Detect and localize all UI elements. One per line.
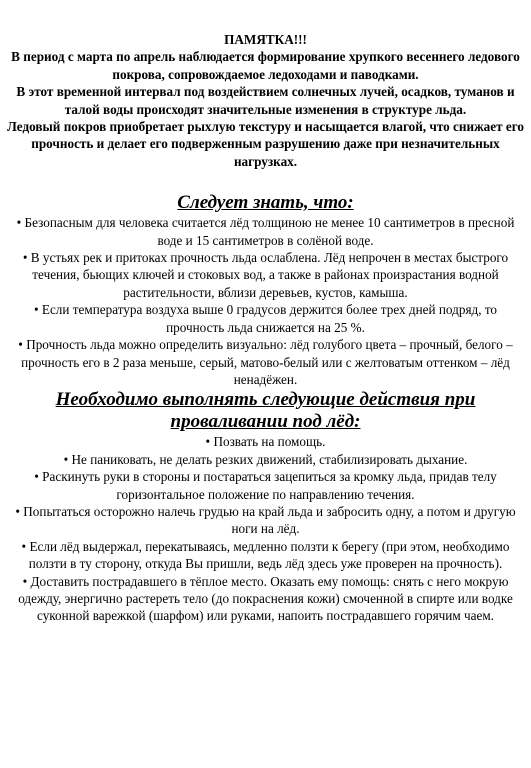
list-item: • Если лёд выдержал, перекатываясь, медленно ползти к берегу (при этом, необходимо ползти в ту сторону, откуда Вы пришли, ведь лёд здесь уже проверен на прочность). — [21, 538, 510, 572]
intro-paragraph: Ледовый покров приобретает рыхлую текстуру и насыщается влагой, что снижает его прочность и делает его подверженным разрушению даже при незначительных нагрузках. — [7, 119, 524, 169]
intro-block — [6, 31, 525, 170]
list-item: • Безопасным для человека считается лёд толщиною не менее 10 сантиметров в пресной воде и 15 сантиметров в солёной воде. — [16, 215, 515, 248]
list-item: • Если температура воздуха выше 0 градусов держится более трех дней подряд, то прочность льда снижается на 25 %. — [33, 302, 498, 335]
list-item: • Раскинуть руки в стороны и постараться зацепиться за кромку льда, придав телу горизонтальное положение по направлению течения. — [34, 469, 497, 502]
know-list — [8, 214, 523, 388]
memo-title: ПАМЯТКА!!! — [224, 32, 307, 47]
list-item: • Позвать на помощь. — [205, 434, 326, 450]
section-heading-line: проваливании под лёд: — [170, 411, 361, 433]
section-heading-know: Следует знать, что: — [177, 192, 354, 214]
section-heading-line: Необходимо выполнять следующие действия при — [55, 389, 476, 411]
list-item: • Не паниковать, не делать резких движений, стабилизировать дыхание. — [63, 451, 468, 467]
list-item: • В устьях рек и притоках прочность льда ослаблена. Лёд непрочен в местах быстрого течения, бьющих ключей и стоковых вод, а также в районах произрастания водной растительности, вблизи деревьев, кустов, камыша. — [22, 250, 509, 300]
section-heading-actions — [0, 389, 531, 433]
list-item: • Доставить пострадавшего в тёплое место. Оказать ему помощь: снять с него мокрую одежду, энергично растереть тело (до покраснения кожи) смоченной в спирте или водке суконной варежкой (шарфом) или руками, напоить пострадавшего горячим чаем. — [18, 573, 513, 624]
list-item: • Попытаться осторожно налечь грудью на край льда и забросить одну, а потом и другую ноги на лёд. — [15, 503, 516, 537]
list-item: • Прочность льда можно определить визуально: лёд голубого цвета – прочный, белого – прочность его в 2 раза меньше, серый, матово-белый или с желтоватым оттенком – лёд ненадёжен. — [18, 337, 513, 387]
actions-list — [8, 433, 523, 624]
intro-paragraph: В период с марта по апрель наблюдается формирование хрупкого весеннего ледового покрова, сопровождаемое ледоходами и паводками. — [11, 49, 520, 82]
intro-paragraph: В этот временной интервал под воздействием солнечных лучей, осадков, туманов и талой воды происходят значительные изменения в структуре льда. — [16, 84, 515, 117]
